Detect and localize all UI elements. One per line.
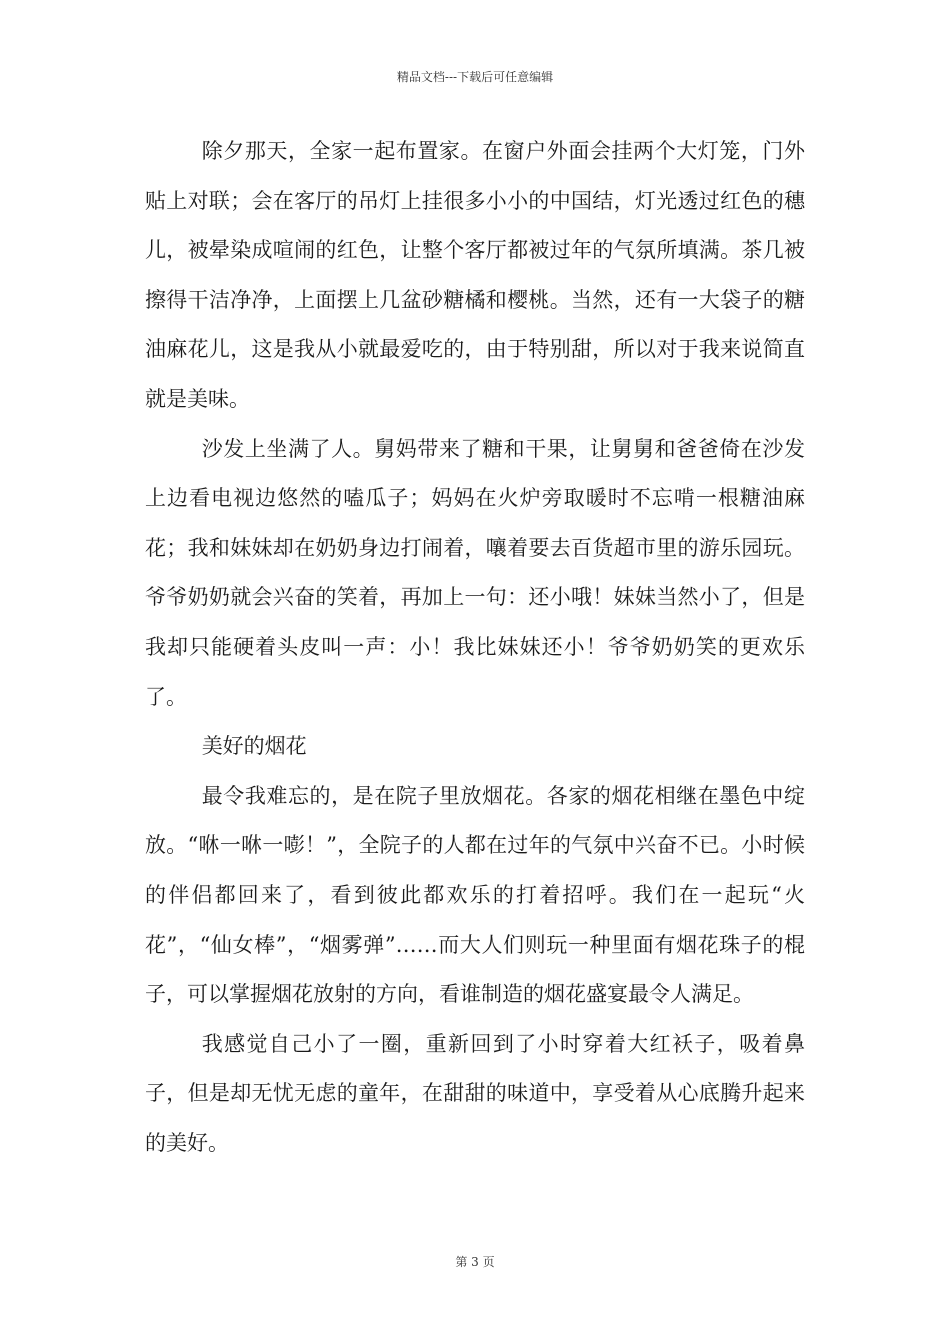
paragraph-new-year-eve: 除夕那天，全家一起布置家。在窗户外面会挂两个大灯笼，门外贴上对联；会在客厅的吊灯上挂很多小小的中国结，灯光透过红色的穗儿，被晕染成喧闹的红色，让整个客厅都被过年的气氛所填满。茶几被擦得干洁净净，上面摆上几盆砂糖橘和樱桃。当然，还有一大袋子的糖油麻花儿，这是我从小就最爱吃的，由于特别甜，所以对于我来说简直就是美味。 — [145, 139, 805, 411]
page-header: 精品文档---下载后可任意编辑 — [396, 70, 554, 84]
section-subtitle: 美好的烟花 — [201, 734, 307, 759]
page-number: 第 3 页 — [455, 1255, 495, 1269]
paragraph-fireworks: 最令我难忘的，是在院子里放烟花。各家的烟花相继在墨色中绽放。“咻一咻一嘭！”，全院子的人都在过年的气氛中兴奋不已。小时候的伴侣都回来了，看到彼此都欢乐的打着招呼。我们在一起玩“火花”，“仙女棒”，“烟雾弹”……而大人们则玩一种里面有烟花珠子的棍子，可以掌握烟花放射的方向，看谁制造的烟花盛宴最令人满足。 — [145, 783, 805, 1007]
document-body — [145, 127, 805, 1168]
paragraph-childhood: 我感觉自己小了一圈，重新回到了小时穿着大红袄子，吸着鼻子，但是却无忧无虑的童年，在甜甜的味道中，享受着从心底腾升起来的美好。 — [145, 1031, 805, 1155]
paragraph-sofa-family: 沙发上坐满了人。舅妈带来了糖和干果，让舅舅和爸爸倚在沙发上边看电视边悠然的嗑瓜子；妈妈在火炉旁取暖时不忘啃一根糖油麻花；我和妹妹却在奶奶身边打闹着，嚷着要去百货超市里的游乐园玩。爷爷奶奶就会兴奋的笑着，再加上一句：还小哦！妹妹当然小了，但是我却只能硬着头皮叫一声：小！我比妹妹还小！爷爷奶奶笑的更欢乐了。 — [145, 436, 805, 709]
